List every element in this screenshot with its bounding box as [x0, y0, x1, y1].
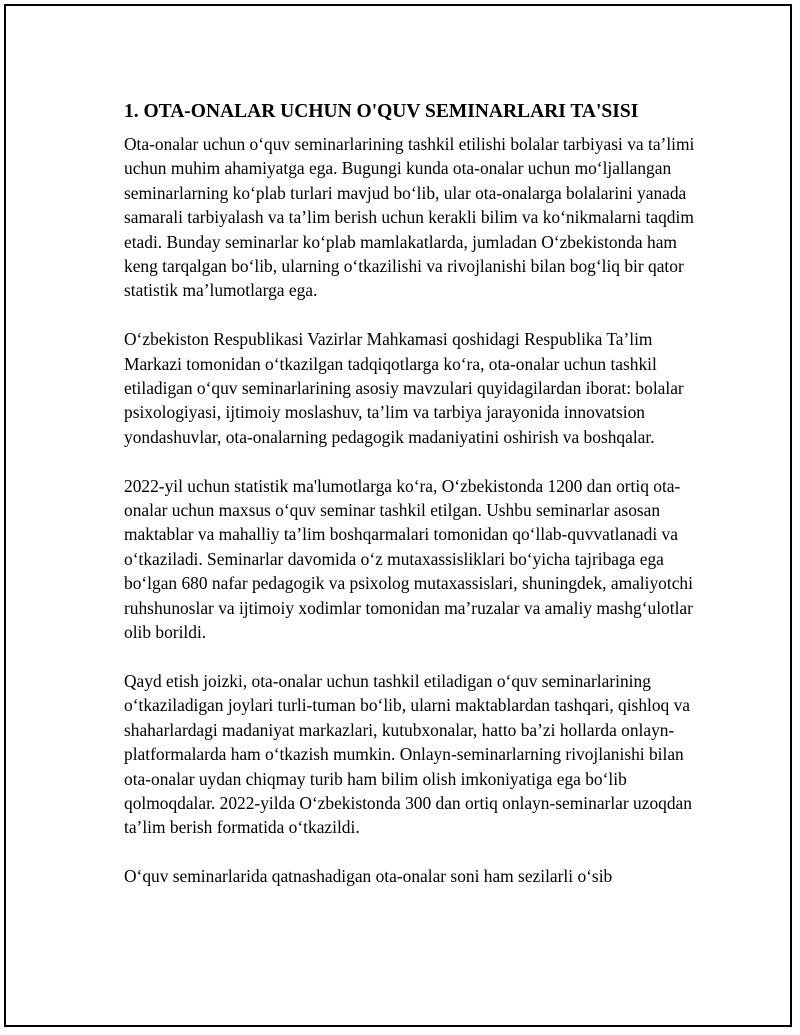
paragraph-participants: O‘quv seminarlarida qatnashadigan ota-onalar soni ham sezilarli o‘sib	[124, 866, 613, 887]
section-heading: 1. OTA-ONALAR UCHUN O'QUV SEMINARLARI TA'SISI	[124, 101, 639, 122]
page-border	[4, 4, 792, 1027]
document-body	[124, 99, 699, 913]
paragraph-seminar-topics: O‘zbekiston Respublikasi Vazirlar Mahkamasi qoshidagi Respublika Ta’lim Markazi tomonidan o‘tkazilgan tadqiqotlarga ko‘ra, ota-onalar uchun tashkil etiladigan o‘quv seminarlarining asosiy mavzulari quyidagilardan iborat: bolalar psixologiyasi, ijtimoiy moslashuv, ta’lim va tarbiya jarayonida innovatsion yondashuvlar, ota-onalarning pedagogik madaniyatini oshirish va boshqalar.	[124, 329, 684, 447]
paragraph-intro: Ota-onalar uchun o‘quv seminarlarining tashkil etilishi bolalar tarbiyasi va ta’limi uchun muhim ahamiyatga ega. Bugungi kunda ota-onalar uchun mo‘ljallangan seminarlarning ko‘plab turlari mavjud bo‘lib, ular ota-onalarga bolalarini yanada samarali tarbiyalash va ta’lim berish uchun kerakli bilim va ko‘nikmalarni taqdim etadi. Bunday seminarlar ko‘plab mamlakatlarda, jumladan O‘zbekistonda ham keng tarqalgan bo‘lib, ularning o‘tkazilishi va rivojlanishi bilan bog‘liq bir qator statistik ma’lumotlarga ega.	[124, 134, 695, 301]
paragraph-statistics-2022: 2022-yil uchun statistik ma'lumotlarga ko‘ra, O‘zbekistonda 1200 dan ortiq ota-onalar uchun maxsus o‘quv seminar tashkil etilgan. Ushbu seminarlar asosan maktablar va mahalliy ta’lim boshqarmalari tomonidan qo‘llab-quvvatlanadi va o‘tkaziladi. Seminarlar davomida o‘z mutaxassisliklari bo‘yicha tajribaga ega bo‘lgan 680 nafar pedagogik va psixolog mutaxassislari, shuningdek, amaliyotchi ruhshunoslar va ijtimoiy xodimlar tomonidan ma’ruzalar va amaliy mashg‘ulotlar olib borildi.	[124, 475, 693, 643]
paragraph-seminar-venues: Qayd etish joizki, ota-onalar uchun tashkil etiladigan o‘quv seminarlarining o‘tkaziladigan joylari turli-tuman bo‘lib, ularni maktablardan tashqari, qishloq va shaharlardagi madaniyat markazlari, kutubxonalar, hatto ba’zi hollarda onlayn-platformalarda ham o‘tkazish mumkin. Onlayn-seminarlarning rivojlanishi bilan ota-onalar uydan chiqmay turib ham bilim olish imkoniyatiga ega bo‘lib qolmoqdalar. 2022-yilda O‘zbekistonda 300 dan ortiq onlayn-seminarlar uzoqdan ta’lim berish formatida o‘tkazildi.	[124, 670, 692, 838]
